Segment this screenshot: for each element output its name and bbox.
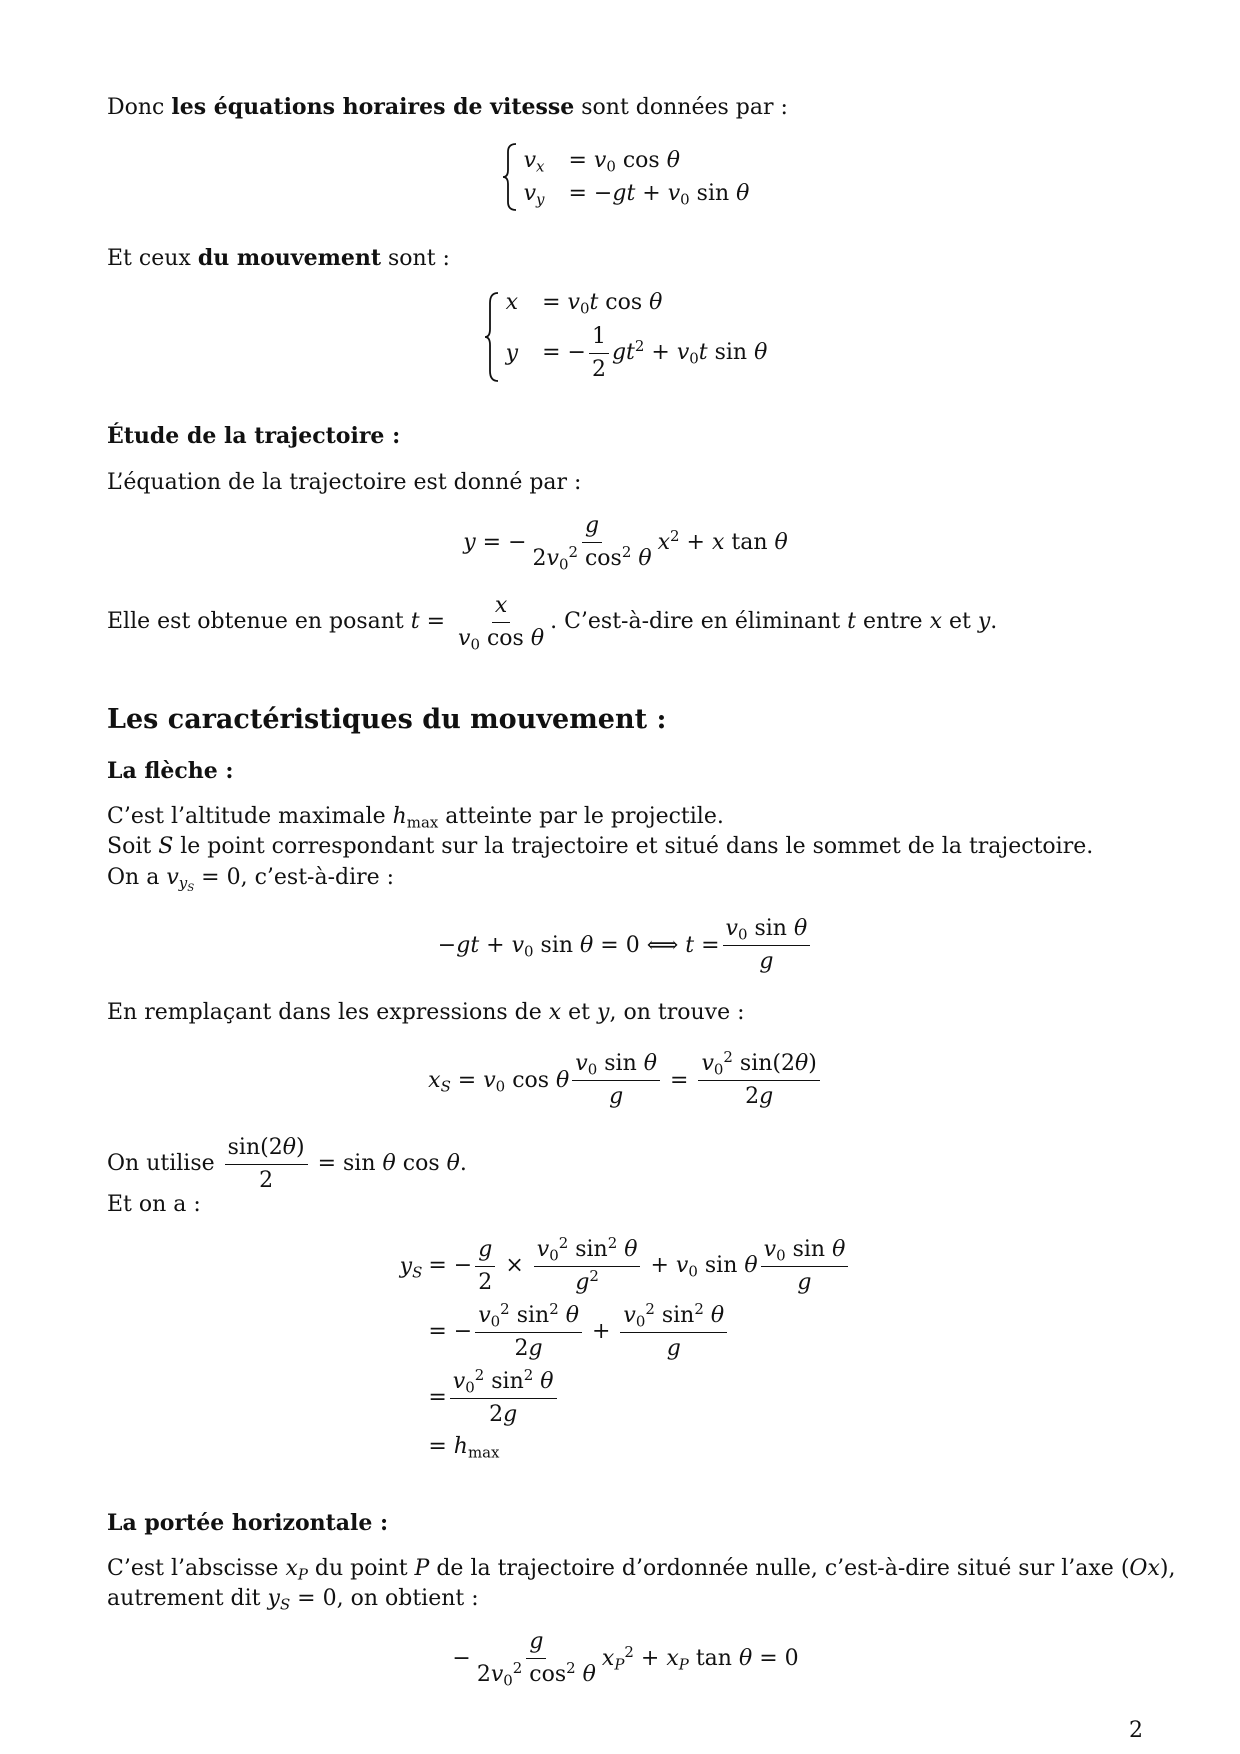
eq-post: $x_P^2 + x_P$ tan θ = 0	[601, 1642, 799, 1673]
intro-mouvement: Et ceux du mouvement sont :	[107, 245, 450, 271]
subheading-trajectoire: Étude de la trajectoire :	[107, 423, 401, 449]
fraction	[455, 592, 547, 652]
ys-row-2	[428, 1299, 851, 1362]
fraction	[475, 1236, 495, 1296]
equation-portee	[107, 1628, 1144, 1688]
vy-rhs: = $-gt + v_0$ sin θ	[568, 181, 750, 209]
denominator: 2g	[745, 1083, 774, 1109]
denominator: g	[797, 1269, 812, 1295]
ys-row-3	[428, 1365, 851, 1428]
pre: = −	[428, 1319, 473, 1344]
eq-pre: $x_S = v_0$ cos θ	[428, 1067, 570, 1095]
fraction	[474, 1628, 599, 1688]
denominator: 2g	[514, 1335, 543, 1361]
x-rhs: = $v_0t$ cos θ	[542, 290, 663, 318]
paragraph-abscisse: C’est l’abscisse $x_P$ du point P de la trajectoire d’ordonnée nulle, c’est-à-dire situé sur l’axe (Ox),	[107, 1556, 1176, 1584]
equals: =	[670, 1067, 689, 1093]
pre: = −	[428, 1253, 473, 1278]
denominator: 2g	[489, 1401, 518, 1427]
plus: +	[591, 1319, 611, 1344]
system-vitesse	[107, 142, 1144, 212]
numerator: sin(2θ)	[225, 1134, 308, 1165]
denominator: $2v_0^2$ $\cos^2 \theta$	[532, 542, 652, 573]
pre: =	[428, 1385, 447, 1410]
y-rhs-post: $gt^2 + v_0t$ sin θ	[611, 336, 768, 368]
fraction	[620, 1299, 727, 1362]
paragraph-altitude: C’est l’altitude maximale $h_{max}$ atteinte par le projectile.	[107, 804, 724, 832]
denominator: $v_0$ cos θ	[458, 625, 545, 653]
fraction	[530, 512, 655, 572]
numerator: x	[492, 592, 510, 623]
denominator: 2	[259, 1167, 274, 1193]
fraction	[723, 915, 811, 975]
x-lhs: x	[505, 290, 519, 315]
plus: + $v_0$ sin θ	[650, 1253, 758, 1281]
eq-post: $x^2 + x$ tan θ	[657, 526, 788, 555]
vx-lhs: $v_x$	[523, 148, 545, 176]
numerator: $v_0$ sin θ	[723, 915, 811, 946]
text: . C’est-à-dire en éliminant t entre x et y.	[550, 609, 998, 634]
y-rhs-pre: = −	[542, 340, 586, 365]
ys-row-4: = $h_{max}$	[428, 1434, 500, 1462]
y-rhs	[542, 323, 767, 383]
left-brace-icon	[484, 291, 500, 383]
fraction	[572, 1050, 660, 1110]
intro-vitesse: Donc les équations horaires de vitesse sont données par :	[107, 94, 788, 120]
ys-row-1	[428, 1233, 851, 1296]
text: Elle est obtenue en posant t =	[107, 609, 446, 634]
paragraph-utilise	[107, 1134, 467, 1194]
numerator: $v_0$ sin θ	[761, 1236, 849, 1267]
numerator: $v_0^2$ $\sin^2 \theta$	[534, 1236, 641, 1267]
numerator: $v_0^2$ $\sin^2 \theta$	[620, 1302, 727, 1333]
denominator: $2v_0^2$ $\cos^2 \theta$	[476, 1658, 596, 1689]
ys-lhs: $y_S$	[399, 1253, 423, 1281]
paragraph-autrement: autrement dit $y_S = 0$, on obtient :	[107, 1586, 479, 1614]
denominator: g	[759, 948, 774, 974]
numerator: g	[526, 1628, 546, 1659]
equation-xs	[107, 1047, 1144, 1110]
numerator: g	[475, 1236, 495, 1267]
eq-pre: $-gt + v_0$ sin θ = 0 ⟺ t =	[437, 932, 720, 960]
text: = sin θ cos θ.	[317, 1151, 467, 1176]
fraction	[225, 1134, 308, 1194]
vx-rhs: = $v_0$ cos θ	[568, 148, 680, 176]
numerator: 1	[589, 323, 609, 354]
equation-temps-sommet	[107, 915, 1144, 975]
eq-pre: −	[452, 1645, 471, 1671]
fraction	[589, 323, 609, 383]
numerator: $v_0$ sin θ	[572, 1050, 660, 1081]
denominator: 2	[478, 1269, 493, 1295]
denominator: $g^2$	[575, 1266, 599, 1295]
subheading-portee: La portée horizontale :	[107, 1510, 389, 1536]
fraction	[475, 1299, 582, 1362]
denominator: g	[666, 1335, 681, 1361]
paragraph-remplacant: En remplaçant dans les expressions de x et y, on trouve :	[107, 1000, 745, 1025]
denominator: 2	[591, 356, 606, 382]
page-number: 2	[1129, 1718, 1143, 1743]
text: On utilise	[107, 1151, 215, 1176]
numerator: $v_0^2$ sin(2θ)	[698, 1050, 819, 1081]
equation-trajectoire	[107, 512, 1144, 572]
fraction	[534, 1233, 641, 1296]
numerator: $v_0^2$ $\sin^2 \theta$	[450, 1368, 557, 1399]
equation-ys	[107, 1233, 1144, 1462]
fraction	[698, 1047, 819, 1110]
left-brace-icon	[502, 142, 518, 212]
system-mouvement	[107, 290, 1144, 383]
subheading-fleche: La flèche :	[107, 758, 234, 784]
fraction	[450, 1365, 557, 1428]
intro-trajectoire: L’équation de la trajectoire est donné par :	[107, 470, 582, 495]
eq-pre: y = −	[463, 529, 527, 555]
fraction	[761, 1236, 849, 1296]
denominator: g	[609, 1083, 624, 1109]
paragraph-elimination	[107, 592, 997, 652]
paragraph-et-on-a: Et on a :	[107, 1192, 201, 1217]
section-heading-caracteristiques: Les caractéristiques du mouvement :	[107, 704, 667, 735]
y-lhs: y	[505, 340, 519, 366]
numerator: $v_0^2$ $\sin^2 \theta$	[475, 1302, 582, 1333]
vy-lhs: $v_y$	[523, 181, 545, 209]
numerator: g	[582, 512, 602, 543]
times: ×	[505, 1253, 524, 1278]
paragraph-sommet: Soit S le point correspondant sur la trajectoire et situé dans le sommet de la trajectoire.	[107, 834, 1094, 859]
paragraph-vys: On a $v_{y_S} = 0$, c’est-à-dire :	[107, 865, 395, 895]
